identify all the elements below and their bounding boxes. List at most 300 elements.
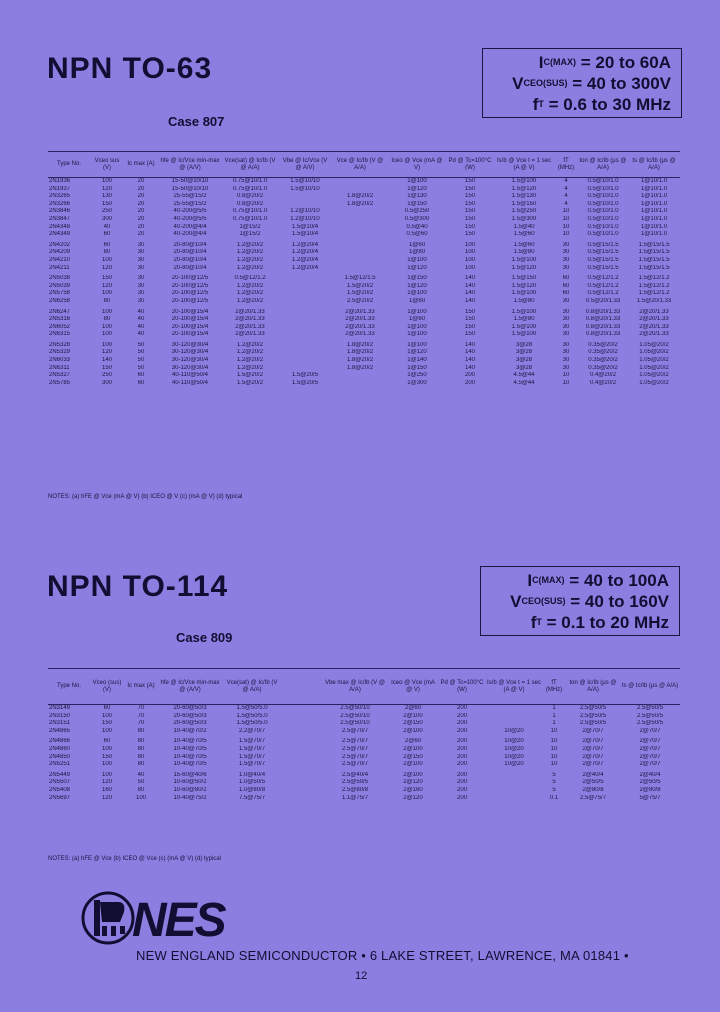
table-cell: 200 (456, 794, 467, 801)
type-number-cell: 2N4866 (49, 738, 71, 745)
table-row (48, 342, 680, 350)
table-row (48, 224, 680, 232)
table-cell (486, 795, 542, 803)
table-cell: 1.5@10/10 (290, 178, 320, 184)
table-cell: 60 (103, 738, 111, 745)
table-cell: 2@50/5 (582, 779, 604, 786)
table-row (48, 331, 680, 339)
type-number-cell: 2N4865 (49, 727, 71, 734)
spec-ft-line: f T = 0.6 to 30 MHz (532, 95, 671, 114)
table-cell: 4.5@44 (513, 379, 535, 386)
table-cell: 0.8@20/2 (236, 193, 264, 200)
table-cell: 2.5@50/5 (579, 720, 607, 727)
table-cell: 10 (550, 753, 558, 760)
table-cell: 2@120 (403, 779, 423, 786)
table-cell: 250 (101, 208, 112, 215)
table-cell: 1.2@20/2 (236, 357, 264, 364)
table-cell: 0.8@20/2 (236, 200, 264, 207)
column-header: Ic max (A) (124, 669, 158, 705)
table-cell: 2.5@50/10 (340, 720, 370, 727)
table-cell: 70 (137, 720, 145, 727)
table-cell: 10 (562, 231, 570, 238)
table-row (48, 178, 680, 186)
table-cell: 20-60@50/3 (173, 705, 207, 711)
table-cell: 40 (137, 323, 145, 330)
table-cell (278, 357, 332, 365)
table-cell: 160 (101, 786, 112, 793)
nes-logo (80, 888, 260, 948)
table-cell: 20-80@10/4 (173, 256, 207, 263)
table-cell: 1.8@20/2 (346, 364, 374, 371)
table-cell: 150 (464, 185, 475, 192)
table-cell: 30 (562, 249, 570, 256)
table-cell: 1.5@120 (511, 264, 537, 271)
table-cell: 0.5@10/1.0 (587, 231, 619, 238)
table-cell: 150 (464, 231, 475, 238)
table-cell: 1.5@10/4 (291, 231, 319, 238)
table-cell: 2@20/1.33 (639, 308, 669, 315)
table-cell: 10 (550, 727, 558, 734)
table-cell: 150 (464, 200, 475, 207)
table-cell: 10-40@70/5 (173, 761, 207, 768)
section2-case: Case 809 (176, 630, 233, 645)
table-cell: 40 (137, 308, 145, 315)
table-cell: 30 (562, 323, 570, 330)
column-header: hfe @ Ic/Vce min-max @ (A/V) (158, 669, 222, 705)
table-cell (486, 772, 542, 780)
table-cell: 2@70/7 (582, 745, 604, 752)
table-cell: 20-100@15/4 (171, 323, 209, 330)
table-cell: 40 (137, 331, 145, 338)
table-cell: 20-80@10/4 (173, 264, 207, 271)
table-cell: 0.5@10/1.0 (587, 208, 619, 215)
table-cell: 40-200@4/4 (173, 223, 207, 230)
table-cell: 10@20 (504, 738, 524, 745)
type-number-cell: 2N4211 (49, 264, 70, 271)
type-number-cell: 2N5329 (49, 349, 71, 356)
table-cell: 1.5@100 (511, 323, 537, 330)
table-cell: 1.5@150 (511, 275, 537, 282)
type-number-cell: 2N5408 (49, 786, 71, 793)
table-cell: 2@100 (403, 727, 423, 734)
column-header: Vce(sat) @ Ic/Ib (V @ A/A) (222, 152, 278, 178)
column-header: ton @ Ic/Ib (μs @ A/A) (566, 669, 620, 705)
table-cell: 200 (456, 720, 467, 727)
type-number-cell: 2N3151 (49, 720, 71, 727)
table-cell: 120 (101, 185, 112, 192)
table-cell: 100 (135, 794, 146, 801)
table-cell: 7.5@75/7 (238, 794, 266, 801)
table-cell (332, 265, 388, 273)
table-cell: 10 (562, 208, 570, 215)
table-cell: 30 (562, 364, 570, 371)
table-cell (278, 275, 332, 283)
table-cell: 4 (564, 193, 568, 200)
table-cell: 10@20 (504, 761, 524, 768)
table-cell: 1@100 (407, 308, 427, 315)
table-cell: 1@10/1.0 (640, 200, 668, 207)
column-header: ts @ Ic/Ib (μs @ A/A) (620, 669, 680, 705)
table-cell: 1@140 (407, 357, 427, 364)
column-header: Vceo (sus) (V) (90, 669, 124, 705)
table-cell (332, 231, 388, 239)
table-cell: 1@10/1.0 (640, 208, 668, 215)
table-cell (282, 738, 322, 746)
table-cell: 20 (137, 178, 145, 184)
table-cell: 80 (103, 297, 111, 304)
table-cell: 70 (137, 712, 145, 719)
table-cell: 30 (562, 308, 570, 315)
table-cell: 1@150 (407, 200, 427, 207)
table-cell: 30 (137, 297, 145, 304)
table-cell: 10@20 (504, 745, 524, 752)
table-cell: 2@70/7 (639, 738, 661, 745)
table-cell (278, 331, 332, 339)
table-cell: 80 (137, 761, 145, 768)
table-cell (282, 720, 322, 728)
table-cell: 200 (456, 738, 467, 745)
table-cell: 20-100@15/4 (171, 331, 209, 338)
table-cell: 1.0@50/5 (238, 779, 266, 786)
table-cell (282, 705, 322, 713)
table-cell: 15-60@40/6 (173, 771, 207, 778)
table-row (48, 349, 680, 357)
table-cell: 1.2@20/2 (236, 364, 264, 371)
table-cell: 150 (101, 200, 112, 207)
table-cell: 1.5@12/1.2 (638, 282, 670, 289)
column-header: Type No. (48, 152, 90, 178)
table-cell: 10-40@70/2 (173, 727, 207, 734)
table-cell: 60 (103, 241, 111, 248)
table-cell: 0.5@12/1.2 (234, 275, 266, 282)
table-cell: 2@40/4 (582, 771, 604, 778)
table-cell: 4 (564, 200, 568, 207)
table-cell: 150 (101, 753, 112, 760)
table-cell: 200 (456, 712, 467, 719)
table-cell: 20-100@15/4 (171, 308, 209, 315)
table-row (48, 357, 680, 365)
table-cell: 2.5@50/5 (579, 705, 607, 711)
table-cell (282, 795, 322, 803)
table-cell: 1@100 (407, 331, 427, 338)
table-cell: 0.5@10/1.0 (587, 200, 619, 207)
table-row (48, 772, 680, 780)
table-cell: 2@100 (403, 771, 423, 778)
type-number-cell: 2N3265 (49, 193, 71, 200)
table-cell: 1.5@20/2 (236, 372, 264, 379)
type-number-cell: 2N4210 (49, 256, 71, 263)
table-cell: 1.5@80 (513, 297, 535, 304)
table-cell: 1.5@20/2 (346, 290, 374, 297)
column-header: Is/b @ Vce t = 1 sec (A @ V) (486, 669, 542, 705)
table-cell: 2.5@70/7 (341, 753, 369, 760)
table-cell: 140 (464, 364, 475, 371)
type-number-cell: 2N4850 (49, 753, 71, 760)
column-header: Vbe @ Ic/Vce (V @ A/V) (278, 152, 332, 178)
section2-title: NPN TO-114 (47, 570, 229, 603)
table-cell: 1@100 (407, 341, 427, 348)
table-row (48, 372, 680, 380)
table-cell: 0.75@10/1.0 (232, 215, 268, 222)
table-cell (278, 290, 332, 298)
table-cell: 60 (103, 231, 111, 238)
column-header: ts @ Ic/Ib (μs @ A/A) (628, 152, 680, 178)
table-cell: 2.5@20/2 (346, 297, 374, 304)
table-cell: 1@250 (407, 372, 427, 379)
table-cell: 50 (137, 357, 145, 364)
table-cell: 1.5@15/1.5 (638, 249, 670, 256)
table-cell: 30 (562, 316, 570, 323)
table-cell: 200 (456, 761, 467, 768)
table-row (48, 787, 680, 795)
table-cell: 1@150 (407, 275, 427, 282)
page-number: 12 (355, 970, 368, 982)
table-cell: 40-200@5/5 (173, 208, 207, 215)
table-row (48, 795, 680, 803)
table-cell: 2@20/1.33 (235, 308, 265, 315)
table-cell: 30-120@30/4 (171, 349, 209, 356)
table-cell: 0.75@10/1.0 (232, 208, 268, 215)
table-cell: 30-120@30/4 (171, 364, 209, 371)
section1-spec-table (48, 151, 680, 387)
table-cell: 60 (562, 275, 570, 282)
table-cell: 10 (562, 372, 570, 379)
table-cell: 30 (137, 290, 145, 297)
type-number-cell: 2N5038 (49, 275, 71, 282)
type-number-cell: 2N4348 (49, 223, 71, 230)
type-number-cell: 2N5251 (49, 761, 71, 768)
table-cell: 2@70/7 (639, 761, 661, 768)
table-cell: 0.35@20/2 (588, 349, 618, 356)
company-address: NEW ENGLAND SEMICONDUCTOR • 6 LAKE STREET, LAWRENCE, MA 01841 • (136, 948, 629, 963)
table-cell: 0.35@20/2 (588, 364, 618, 371)
table-cell: 0.5@10/1.0 (587, 185, 619, 192)
table-cell: 1.1@75/7 (341, 794, 369, 801)
table-cell: 1.5@20/5 (291, 372, 319, 379)
section1-case: Case 807 (168, 114, 225, 129)
table-cell: 2.5@50/5 (636, 720, 664, 727)
table-cell: 1.8@20/2 (346, 200, 374, 207)
table-row (48, 201, 680, 209)
table-cell: 40-110@50/4 (171, 379, 208, 386)
table-cell: 1.5@12/1.2 (638, 275, 670, 282)
table-cell: 2.5@50/10 (340, 712, 370, 719)
table-header-row (48, 669, 680, 705)
column-header: Iceo @ Vce (mA @ V) (388, 152, 446, 178)
table-cell: 140 (464, 357, 475, 364)
table-cell: 1.5@70/7 (238, 753, 266, 760)
table-cell: 10-40@75/2 (173, 794, 207, 801)
table-cell: 10-40@70/5 (173, 753, 207, 760)
table-cell: 1 (552, 705, 556, 711)
table-cell (278, 365, 332, 373)
table-cell: 200 (456, 727, 467, 734)
table-cell: 20-80@10/4 (173, 241, 207, 248)
table-cell (282, 761, 322, 769)
table-cell: 1.5@150 (511, 200, 537, 207)
table-cell: 200 (456, 705, 467, 711)
table-cell: 1.8@20/2 (346, 341, 374, 348)
table-cell: 120 (101, 282, 112, 289)
table-cell: 2.5@80/8 (341, 786, 369, 793)
spec-vceo-line: V CEO(SUS) = 40 to 300V (512, 74, 671, 93)
table-cell: 1@15/2 (239, 231, 261, 238)
table-cell: 2@70/7 (582, 727, 604, 734)
table-cell: 130 (101, 193, 112, 200)
column-header: Vce @ Ic/Ib (V @ A/A) (332, 152, 388, 178)
table-cell: 100 (464, 241, 475, 248)
table-cell: 1@120 (407, 349, 427, 356)
type-number-cell: 2N4349 (49, 231, 71, 238)
table-cell: 100 (101, 178, 112, 184)
table-cell: 100 (101, 331, 112, 338)
table-cell: 20-100@12/5 (171, 275, 209, 282)
table-cell: 150 (101, 720, 112, 727)
table-cell: 2@80/8 (582, 786, 604, 793)
spec-ic-line: I C(MAX) = 20 to 60A (538, 53, 671, 72)
table-row (48, 231, 680, 239)
table-cell: 0.5@10/1.0 (587, 178, 619, 184)
type-number-cell: 2N6315 (49, 331, 71, 338)
table-row (48, 298, 680, 306)
table-cell: 1.05@20/2 (639, 341, 669, 348)
table-cell: 0.5@15/1.5 (587, 249, 619, 256)
table-cell: 30 (562, 331, 570, 338)
table-cell: 1.05@20/2 (639, 349, 669, 356)
table-cell: 30 (562, 256, 570, 263)
table-cell: 60 (137, 379, 145, 386)
table-cell: 0.5@15/1.5 (587, 241, 619, 248)
table-cell: 1@300 (407, 379, 427, 386)
table-cell: 30 (562, 357, 570, 364)
table-cell: 2@70/7 (582, 761, 604, 768)
table-cell: 1.2@20/4 (291, 264, 319, 271)
table-cell: 20-100@12/5 (171, 282, 209, 289)
table-cell (282, 746, 322, 754)
table-cell: 140 (464, 349, 475, 356)
table-cell: 1@10/1.0 (640, 231, 668, 238)
table-cell: 1.5@250 (511, 208, 537, 215)
table-cell: 3@28 (515, 357, 533, 364)
table-cell: 4 (564, 178, 568, 184)
table-cell (278, 201, 332, 209)
table-cell (486, 779, 542, 787)
table-cell: 1.8@20/2 (346, 357, 374, 364)
table-row (48, 761, 680, 769)
table-cell: 1@10/1.0 (640, 193, 668, 200)
table-cell: 10-40@70/5 (173, 738, 207, 745)
table-cell: 2@20/1.33 (639, 323, 669, 330)
table-cell: 40-110@50/4 (171, 372, 208, 379)
table-cell: 0.75@10/1.0 (232, 185, 268, 192)
spec-vceo-line: V CEO(SUS) = 40 to 160V (510, 592, 669, 611)
section1-title: NPN TO-63 (47, 52, 213, 85)
table-cell: 0.4@20/2 (589, 379, 617, 386)
type-number-cell: 2N5039 (49, 282, 71, 289)
table-cell: 0.75@10/1.0 (232, 178, 268, 184)
table-cell: 1@60 (408, 241, 426, 248)
table-cell: 80 (137, 727, 145, 734)
table-cell: 1.5@10/10 (290, 185, 320, 192)
section2-spec-table (48, 668, 680, 802)
table-cell: 2@20/1.33 (235, 331, 265, 338)
table-cell: 80 (103, 249, 111, 256)
table-cell: 100 (101, 290, 112, 297)
table-cell: 1@80 (408, 249, 426, 256)
table-cell: 100 (464, 256, 475, 263)
table-cell: 2@20/1.33 (345, 323, 375, 330)
table-cell: 150 (464, 223, 475, 230)
table-cell: 1.5@100 (511, 178, 537, 184)
table-cell: 1@80 (408, 297, 426, 304)
table-row (48, 316, 680, 324)
table-cell: 200 (464, 379, 475, 386)
column-header: fT (MHz) (554, 152, 578, 178)
table-cell: 200 (464, 372, 475, 379)
table-cell: 100 (101, 745, 112, 752)
table-cell: 0.5@12/1.2 (587, 275, 619, 282)
table-cell: 300 (101, 215, 112, 222)
table-cell: 1 (552, 712, 556, 719)
table-cell: 2@20/1.33 (345, 308, 375, 315)
table-cell: 100 (101, 323, 112, 330)
table-cell: 1.5@15/1.5 (638, 241, 670, 248)
table-cell: 50 (137, 341, 145, 348)
table-row (48, 265, 680, 273)
table-cell: 2.5@50/5 (579, 712, 607, 719)
type-number-cell: 2N5328 (49, 341, 71, 348)
table-cell: 0.4@20/2 (589, 372, 617, 379)
table-cell: 1.5@20/2 (346, 282, 374, 289)
column-header: Is/b @ Vce t = 1 sec (A @ V) (494, 152, 554, 178)
table-cell: 1.5@20/1.33 (636, 297, 672, 304)
table-cell: 2@160 (403, 786, 423, 793)
table-cell: 20 (137, 231, 145, 238)
type-number-cell: 2N1937 (49, 185, 71, 192)
table-cell: 4 (564, 185, 568, 192)
table-cell: 140 (464, 290, 475, 297)
table-cell: 40 (137, 316, 145, 323)
column-header: Pd @ Tc=100°C (W) (446, 152, 494, 178)
table-cell (486, 787, 542, 795)
table-cell: 2@20/1.33 (235, 316, 265, 323)
table-cell: 300 (101, 379, 112, 386)
table-cell: 50 (137, 349, 145, 356)
table-cell: 2@50/5 (639, 779, 661, 786)
table-header-row (48, 152, 680, 178)
table-cell (282, 779, 322, 787)
table-cell: 80 (137, 786, 145, 793)
table-cell: 1.5@15/1.5 (638, 256, 670, 263)
table-cell: 0.5@250 (404, 208, 430, 215)
table-cell: 2.5@50/10 (340, 705, 370, 711)
table-cell: 1.2@20/2 (236, 297, 264, 304)
table-cell: 1.5@50/5.0 (236, 712, 268, 719)
table-cell: 50 (137, 364, 145, 371)
table-cell: 1@80 (408, 316, 426, 323)
table-cell: 120 (101, 264, 112, 271)
table-cell: 1 (552, 720, 556, 727)
table-cell (332, 178, 388, 186)
table-cell: 2.5@70/7 (341, 745, 369, 752)
table-row (48, 365, 680, 373)
table-cell: 60 (562, 290, 570, 297)
table-cell: 0.5@40 (406, 223, 428, 230)
table-cell (332, 249, 388, 257)
type-number-cell: 2N3266 (49, 200, 71, 207)
table-cell: 0.8@20/1.33 (585, 331, 621, 338)
table-cell: 1@100 (407, 323, 427, 330)
